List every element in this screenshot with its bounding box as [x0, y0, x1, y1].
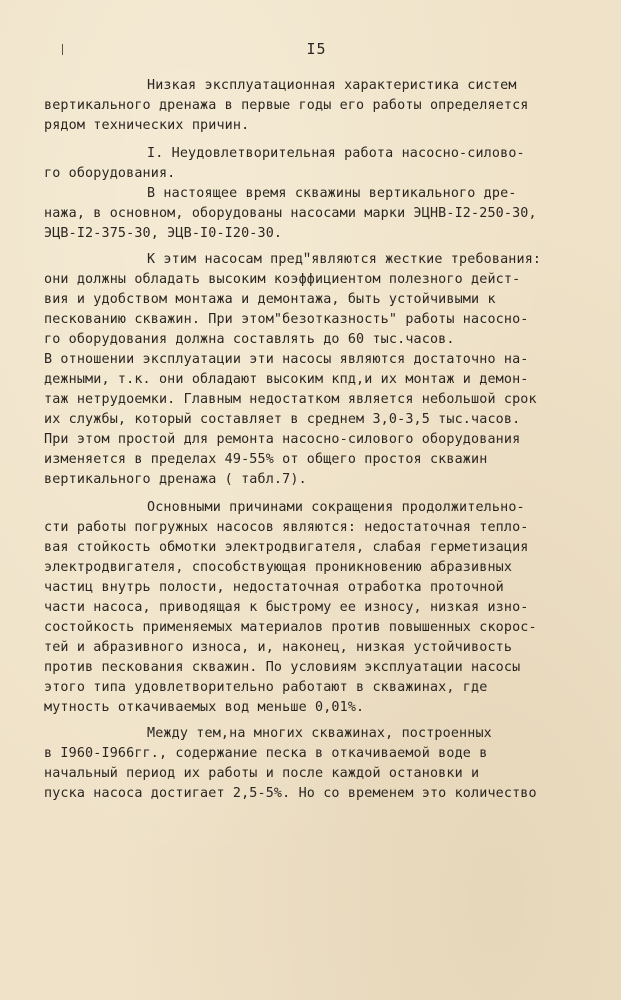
text-line: вая стойкость обмотки электродвигателя, слабая герметизация — [44, 540, 529, 555]
text-line: состойкость применяемых материалов против повышенных скорос- — [44, 620, 537, 635]
text-line: го оборудования. — [44, 166, 176, 181]
text-line: в I960-I966гг., содержание песка в откачиваемой воде в — [44, 746, 488, 761]
text-line: вия и удобством монтажа и демонтажа, быть устойчивыми к — [44, 292, 496, 307]
text-line: пуска насоса достигает 2,5-5%. Но со временем это количество — [44, 786, 537, 801]
text-line: их службы, который составляет в среднем 3,0-3,5 тыс.часов. — [44, 412, 521, 427]
text-line: Низкая эксплуатационная характеристика систем — [147, 78, 517, 93]
text-line: начальный период их работы и после каждой остановки и — [44, 766, 480, 781]
text-line: пескованию скважин. При этом"безотказность" работы насосно- — [44, 312, 529, 327]
text-line: изменяется в пределах 49-55% от общего простоя скважин — [44, 452, 488, 467]
text-line: нажа, в основном, оборудованы насосами марки ЭЦНВ-I2-250-30, — [44, 206, 537, 221]
text-line: К этим насосам предʺявляются жесткие требования: — [147, 252, 542, 267]
text-line: рядом технических причин. — [44, 118, 250, 133]
text-line: I. Неудовлетворительная работа насосно-силово- — [147, 146, 525, 161]
text-line: электродвигателя, способствующая проникновению абразивных — [44, 560, 513, 575]
text-line: они должны обладать высоким коэффициентом полезного дейст- — [44, 272, 521, 287]
text-line: мутность откачиваемых вод меньше 0,01%. — [44, 700, 365, 715]
text-line: В отношении эксплуатации эти насосы являются достаточно на- — [44, 352, 529, 367]
text-line: дежными, т.к. они обладают высоким кпд,и их монтаж и демон- — [44, 372, 529, 387]
text-line: го оборудования должна составлять до 60 тыс.часов. — [44, 332, 455, 347]
text-line: ЭЦВ-I2-375-30, ЭЦВ-I0-I20-30. — [44, 226, 283, 241]
text-line: Между тем,на многих скважинах, построенных — [147, 726, 492, 741]
text-line: против пескования скважин. По условиям эксплуатации насосы — [44, 660, 521, 675]
page-number: I5 — [306, 40, 327, 58]
text-line: частиц внутрь полости, недостаточная отработка проточной — [44, 580, 504, 595]
text-line: этого типа удовлетворительно работают в скважинах, где — [44, 680, 488, 695]
text-line: вертикального дренажа ( табл.7). — [44, 472, 307, 487]
text-line: таж нетрудоемки. Главным недостатком является небольшой срок — [44, 392, 537, 407]
text-line: В настоящее время скважины вертикального дре- — [147, 186, 517, 201]
text-line: При этом простой для ремонта насосно-силового оборудования — [44, 432, 521, 447]
text-line: сти работы погружных насосов являются: недостаточная тепло- — [44, 520, 529, 535]
text-line: части насоса, приводящая к быстрому ее износу, низкая изно- — [44, 600, 529, 615]
text-line: Основными причинами сокращения продолжительно- — [147, 500, 525, 515]
text-line: тей и абразивного износа, и, наконец, низкая устойчивость — [44, 640, 513, 655]
text-line: вертикального дренажа в первые годы его работы определяется — [44, 98, 529, 113]
